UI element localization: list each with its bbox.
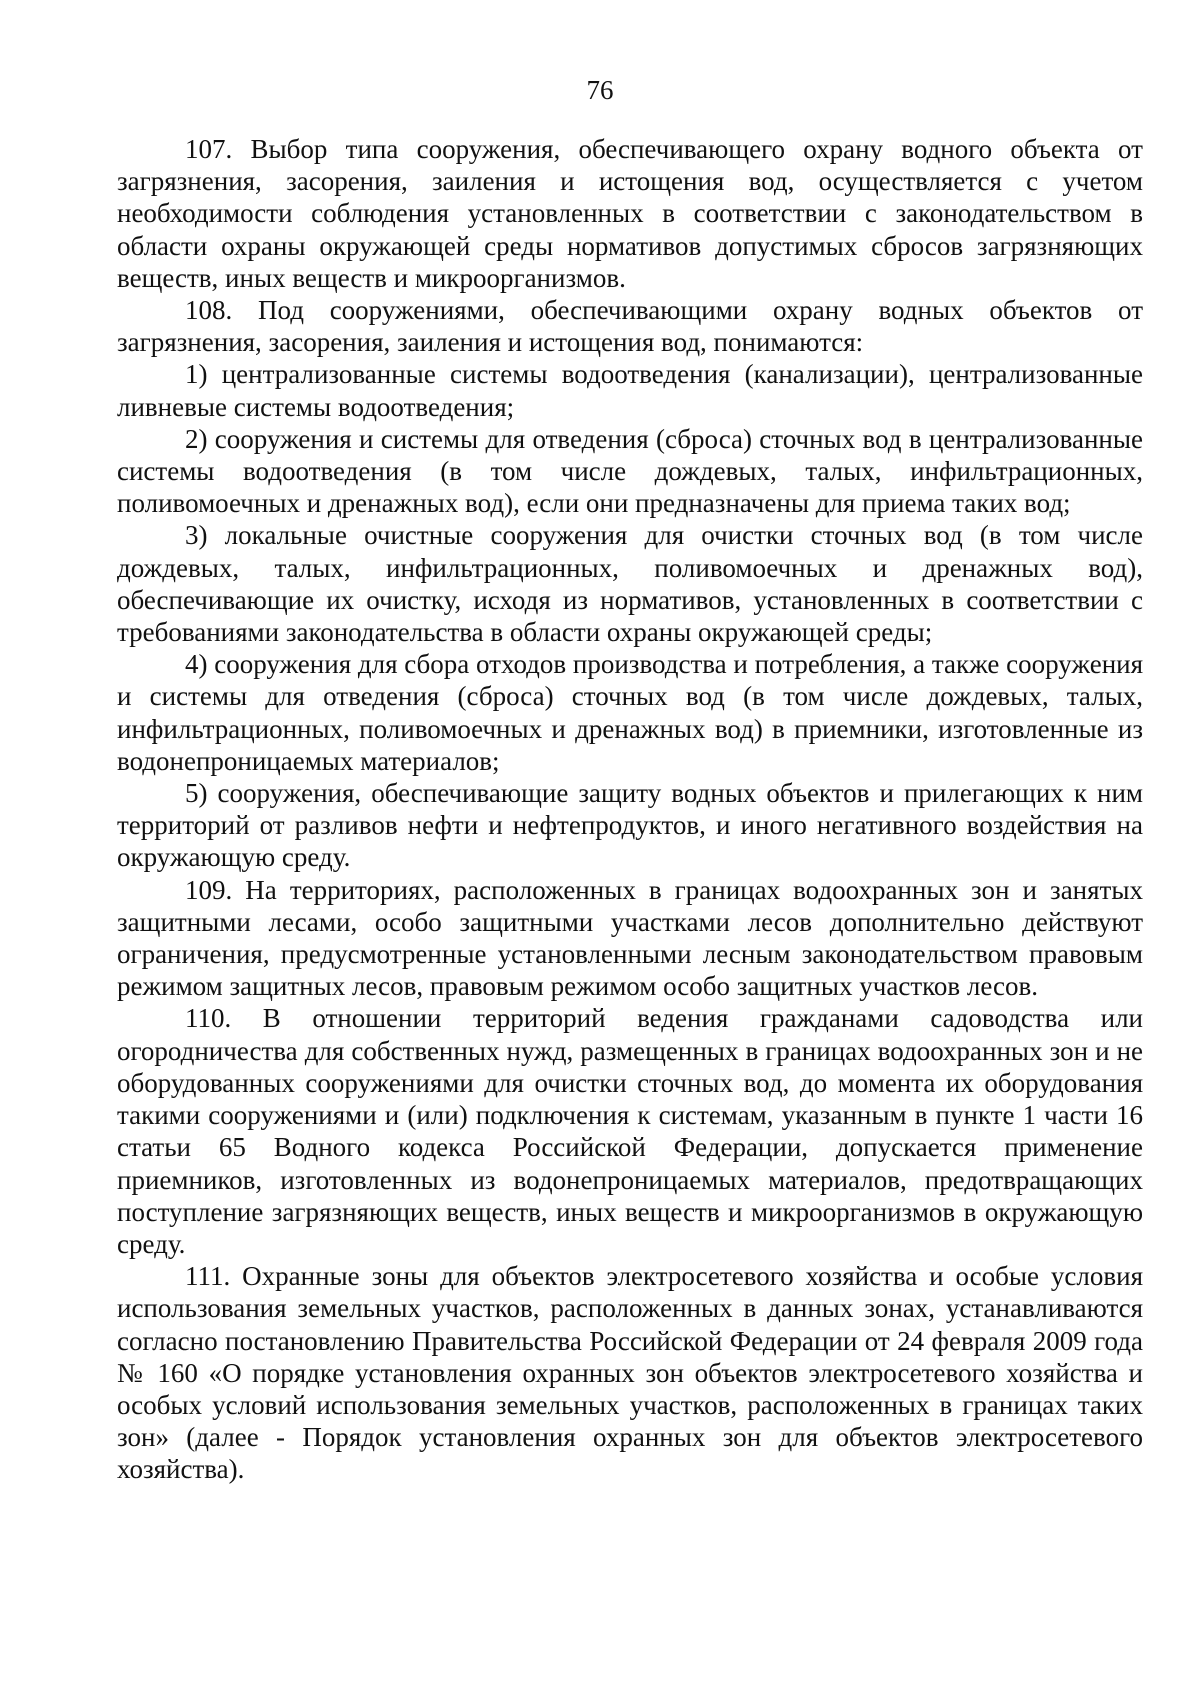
list-item-2: 2) сооружения и системы для отведения (сброса) сточных вод в централизованные системы водоотведения (в том числе дождевых, талых, инфильтрационных, поливомоечных и дренажных вод), если они предназначены для приема таких вод; xyxy=(117,423,1143,519)
paragraph-108: 108. Под сооружениями, обеспечивающими охрану водных объектов от загрязнения, засорения, заиления и истощения вод, понимаются: xyxy=(117,295,1143,358)
document-body xyxy=(117,133,1143,1486)
list-item-1: 1) централизованные системы водоотведения (канализации), централизованные ливневые системы водоотведения; xyxy=(117,359,1143,422)
list-item-4: 4) сооружения для сбора отходов производства и потребления, а также сооружения и системы для отведения (сброса) сточных вод (в том числе дождевых, талых, инфильтрационных, поливомоечных и дренажных вод) в приемники, изготовленные из водонепроницаемых материалов; xyxy=(117,649,1144,776)
page-number: 76 xyxy=(586,75,614,105)
paragraph-107: 107. Выбор типа сооружения, обеспечивающего охрану водного объекта от загрязнения, засорения, заиления и истощения вод, осуществляется с учетом необходимости соблюдения установленных в соответствии с законодательством в области охраны окружающей среды нормативов допустимых сбросов загрязняющих веществ, иных веществ и микроорганизмов. xyxy=(117,134,1143,293)
list-item-5: 5) сооружения, обеспечивающие защиту водных объектов и прилегающих к ним территорий от разливов нефти и нефтепродуктов, и иного негативного воздействия на окружающую среду. xyxy=(117,778,1143,873)
paragraph-110: 110. В отношении территорий ведения гражданами садоводства или огородничества для собственных нужд, размещенных в границах водоохранных зон и не оборудованных сооружениями для очистки сточных вод, до момента их оборудования такими сооружениями и (или) подключения к системам, указанным в пункте 1 части 16 статьи 65 Водного кодекса Российской Федерации, допускается применение приемников, изготовленных из водонепроницаемых материалов, предотвращающих поступление загрязняющих веществ, иных веществ и микроорганизмов в окружающую среду. xyxy=(117,1003,1143,1259)
paragraph-111: 111. Охранные зоны для объектов электросетевого хозяйства и особые условия использования земельных участков, расположенных в данных зонах, устанавливаются согласно постановлению Правительства Российской Федерации от 24 февраля 2009 года № 160 «О порядке установления охранных зон объектов электросетевого хозяйства и особых условий использования земельных участков, расположенных в границах таких зон» (далее - Порядок установления охранных зон для объектов электросетевого хозяйства). xyxy=(117,1261,1143,1485)
paragraph-109: 109. На территориях, расположенных в границах водоохранных зон и занятых защитными лесами, особо защитными участками лесов дополнительно действуют ограничения, предусмотренные установленными лесным законодательством правовым режимом защитных лесов, правовым режимом особо защитных участков лесов. xyxy=(117,874,1143,1002)
list-item-3: 3) локальные очистные сооружения для очистки сточных вод (в том числе дождевых, талых, инфильтрационных, поливомоечных и дренажных вод), обеспечивающие их очистку, исходя из нормативов, установленных в соответствии с требованиями законодательства в области охраны окружающей среды; xyxy=(117,520,1143,648)
